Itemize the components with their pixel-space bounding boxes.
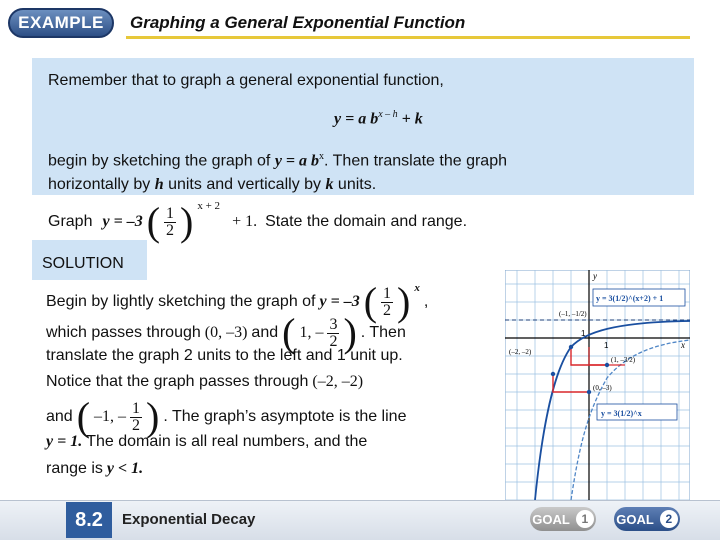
exponential-graph [505,270,690,502]
solution-text: range is [46,460,103,477]
point-label: (–2, –2) [312,373,364,390]
x-tick-1: 1 [604,341,609,350]
goal-2-button[interactable] [614,507,680,531]
eq-label-original: y = 3(1/2)^x [601,409,642,418]
note-var-k: k [325,176,334,194]
frac-num: 1 [166,204,175,222]
paren-open: ( [146,199,161,244]
problem-eq: y = –3 [102,213,143,230]
paren-close: ) [397,279,411,324]
frac-den: 2 [329,332,338,350]
solution-line [46,394,407,439]
formula-tail: + k [397,110,423,128]
solution-text: The domain is all real numbers, and the [86,433,368,450]
goal-label: GOAL [532,511,570,527]
example-badge: EXAMPLE [8,8,114,38]
solution-text: Begin by lightly sketching the graph of [46,293,316,310]
solution-label: SOLUTION [42,255,124,272]
note-text: . Then translate the graph [324,152,507,170]
frac-num: 3 [329,315,338,333]
solution-text: and [251,324,279,341]
paren-open: ( [282,310,296,355]
note-text: horizontally by [48,176,155,194]
note-body [48,145,507,197]
note-text: begin by sketching the graph of [48,152,275,170]
problem-statement [48,200,467,244]
paren-close: ) [146,394,160,439]
point-label: (1, –3/2) [611,356,636,364]
note-sup: x [319,151,325,162]
solution-line [46,460,143,478]
solution-text: Notice that the graph passes through [46,373,309,390]
solution-text: . Then [360,324,406,341]
y-axis-label: y [593,271,597,281]
formula-main: y = a b [334,110,379,128]
point-label: (0, –3) [593,384,612,392]
lesson-title: Exponential Decay [122,511,256,528]
problem-exponent: x + 2 [197,200,221,212]
page-title: Graphing a General Exponential Function [130,13,466,32]
paren-open: ( [76,394,91,439]
frac-num: 1 [132,399,141,417]
note-var: y = a b [274,152,320,170]
fraction [164,206,176,239]
header-rule [126,36,690,39]
lesson-number: 8.2 [66,502,112,538]
problem-prefix: Graph [48,213,93,230]
fraction [130,401,142,434]
general-formula [334,109,423,128]
goal-label: GOAL [616,511,654,527]
goal-number: 2 [660,510,678,528]
point-label: (–2, –2) [509,348,532,356]
solution-line [46,373,363,391]
point-label: 1, – [299,324,324,341]
fraction [327,317,339,350]
frac-den: 2 [132,416,141,434]
solution-text: , [423,293,429,310]
note-intro: Remember that to graph a general exponential function, [48,72,444,89]
frac-num: 1 [383,284,392,302]
solution-eq: y = –3 [319,293,360,310]
point-label: –1, – [94,408,127,425]
formula-exponent: x – h [378,109,398,120]
paren-close: ) [180,199,194,244]
eq-label-translated: y = 3(1/2)^(x+2) + 1 [596,294,664,303]
solution-text: translate the graph 2 units to the left and 1 unit up. [46,347,403,364]
point-label: (–1, –1/2) [559,310,587,318]
solution-exponent: x [414,282,420,294]
note-text: units and vertically by [163,176,326,194]
problem-task: State the domain and range. [265,213,468,230]
frac-den: 2 [383,301,392,319]
solution-line [46,433,367,451]
frac-den: 2 [166,221,175,239]
goal-number: 1 [576,510,594,528]
goal-1-button[interactable] [530,507,596,531]
problem-plus: + 1. [232,213,258,230]
point-label: (0, –3) [204,324,248,341]
solution-text: . The graph’s asymptote is the line [163,408,407,425]
paren-open: ( [363,279,378,324]
solution-text: and [46,408,73,425]
solution-text: which passes through [46,324,201,341]
solution-line [46,347,403,365]
note-var-h: h [154,176,164,194]
y-tick-1: 1 [581,329,586,338]
solution-eq: y = 1. [46,433,83,450]
solution-eq: y < 1. [106,460,144,477]
note-text: units. [333,176,377,194]
x-axis-label: x [681,340,685,350]
paren-close: ) [343,310,357,355]
